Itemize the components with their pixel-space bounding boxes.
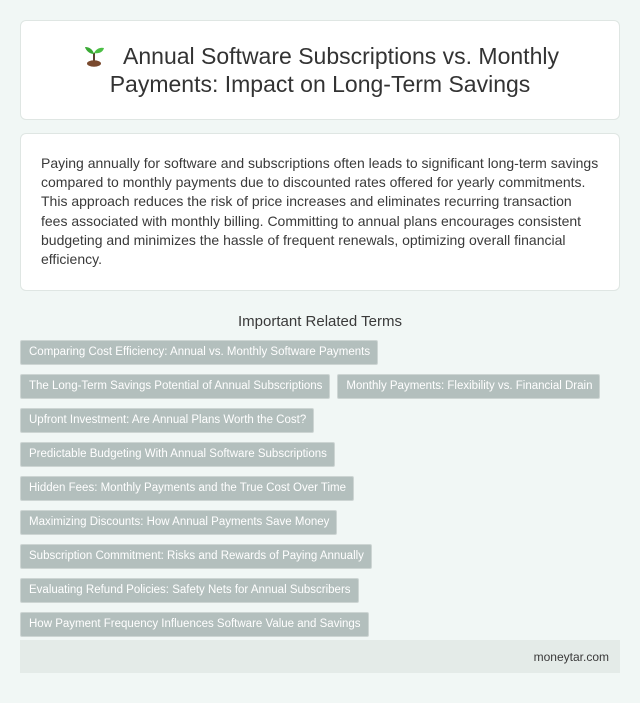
sprout-icon <box>81 42 107 68</box>
related-terms-heading: Important Related Terms <box>238 313 402 330</box>
summary-card <box>20 133 620 291</box>
summary-paragraph: Paying annually for software and subscriptions often leads to significant long-term savings compared to monthly payments due to discounted rates offered for yearly commitments. This approach reduces the risk of price increases and eliminates recurring transaction fees associated with monthly billing. Committing to annual plans encourages consistent budgeting and minimizes the hassle of frequent renewals, optimizing overall financial efficiency. <box>41 155 599 268</box>
related-term-tag[interactable]: Maximizing Discounts: How Annual Payments Save Money <box>20 510 337 535</box>
related-terms-list <box>20 340 620 637</box>
title-card <box>20 20 620 120</box>
related-term-tag[interactable]: Hidden Fees: Monthly Payments and the True Cost Over Time <box>20 476 354 501</box>
footer <box>20 640 620 673</box>
related-term-tag[interactable]: Predictable Budgeting With Annual Software Subscriptions <box>20 442 335 467</box>
page-title-text: Annual Software Subscriptions vs. Monthly Payments: Impact on Long-Term Savings <box>109 43 559 97</box>
related-term-tag[interactable]: Upfront Investment: Are Annual Plans Worth the Cost? <box>20 408 314 433</box>
related-term-tag[interactable]: Monthly Payments: Flexibility vs. Financial Drain <box>337 374 600 399</box>
related-term-tag[interactable]: The Long-Term Savings Potential of Annual Subscriptions <box>20 374 330 399</box>
page-title <box>41 42 599 98</box>
related-term-tag[interactable]: Evaluating Refund Policies: Safety Nets for Annual Subscribers <box>20 578 359 603</box>
related-term-tag[interactable]: How Payment Frequency Influences Software Value and Savings <box>20 612 369 637</box>
related-term-tag[interactable]: Subscription Commitment: Risks and Rewards of Paying Annually <box>20 544 372 569</box>
related-term-tag[interactable]: Comparing Cost Efficiency: Annual vs. Monthly Software Payments <box>20 340 378 365</box>
footer-site-name: moneytar.com <box>533 649 609 664</box>
